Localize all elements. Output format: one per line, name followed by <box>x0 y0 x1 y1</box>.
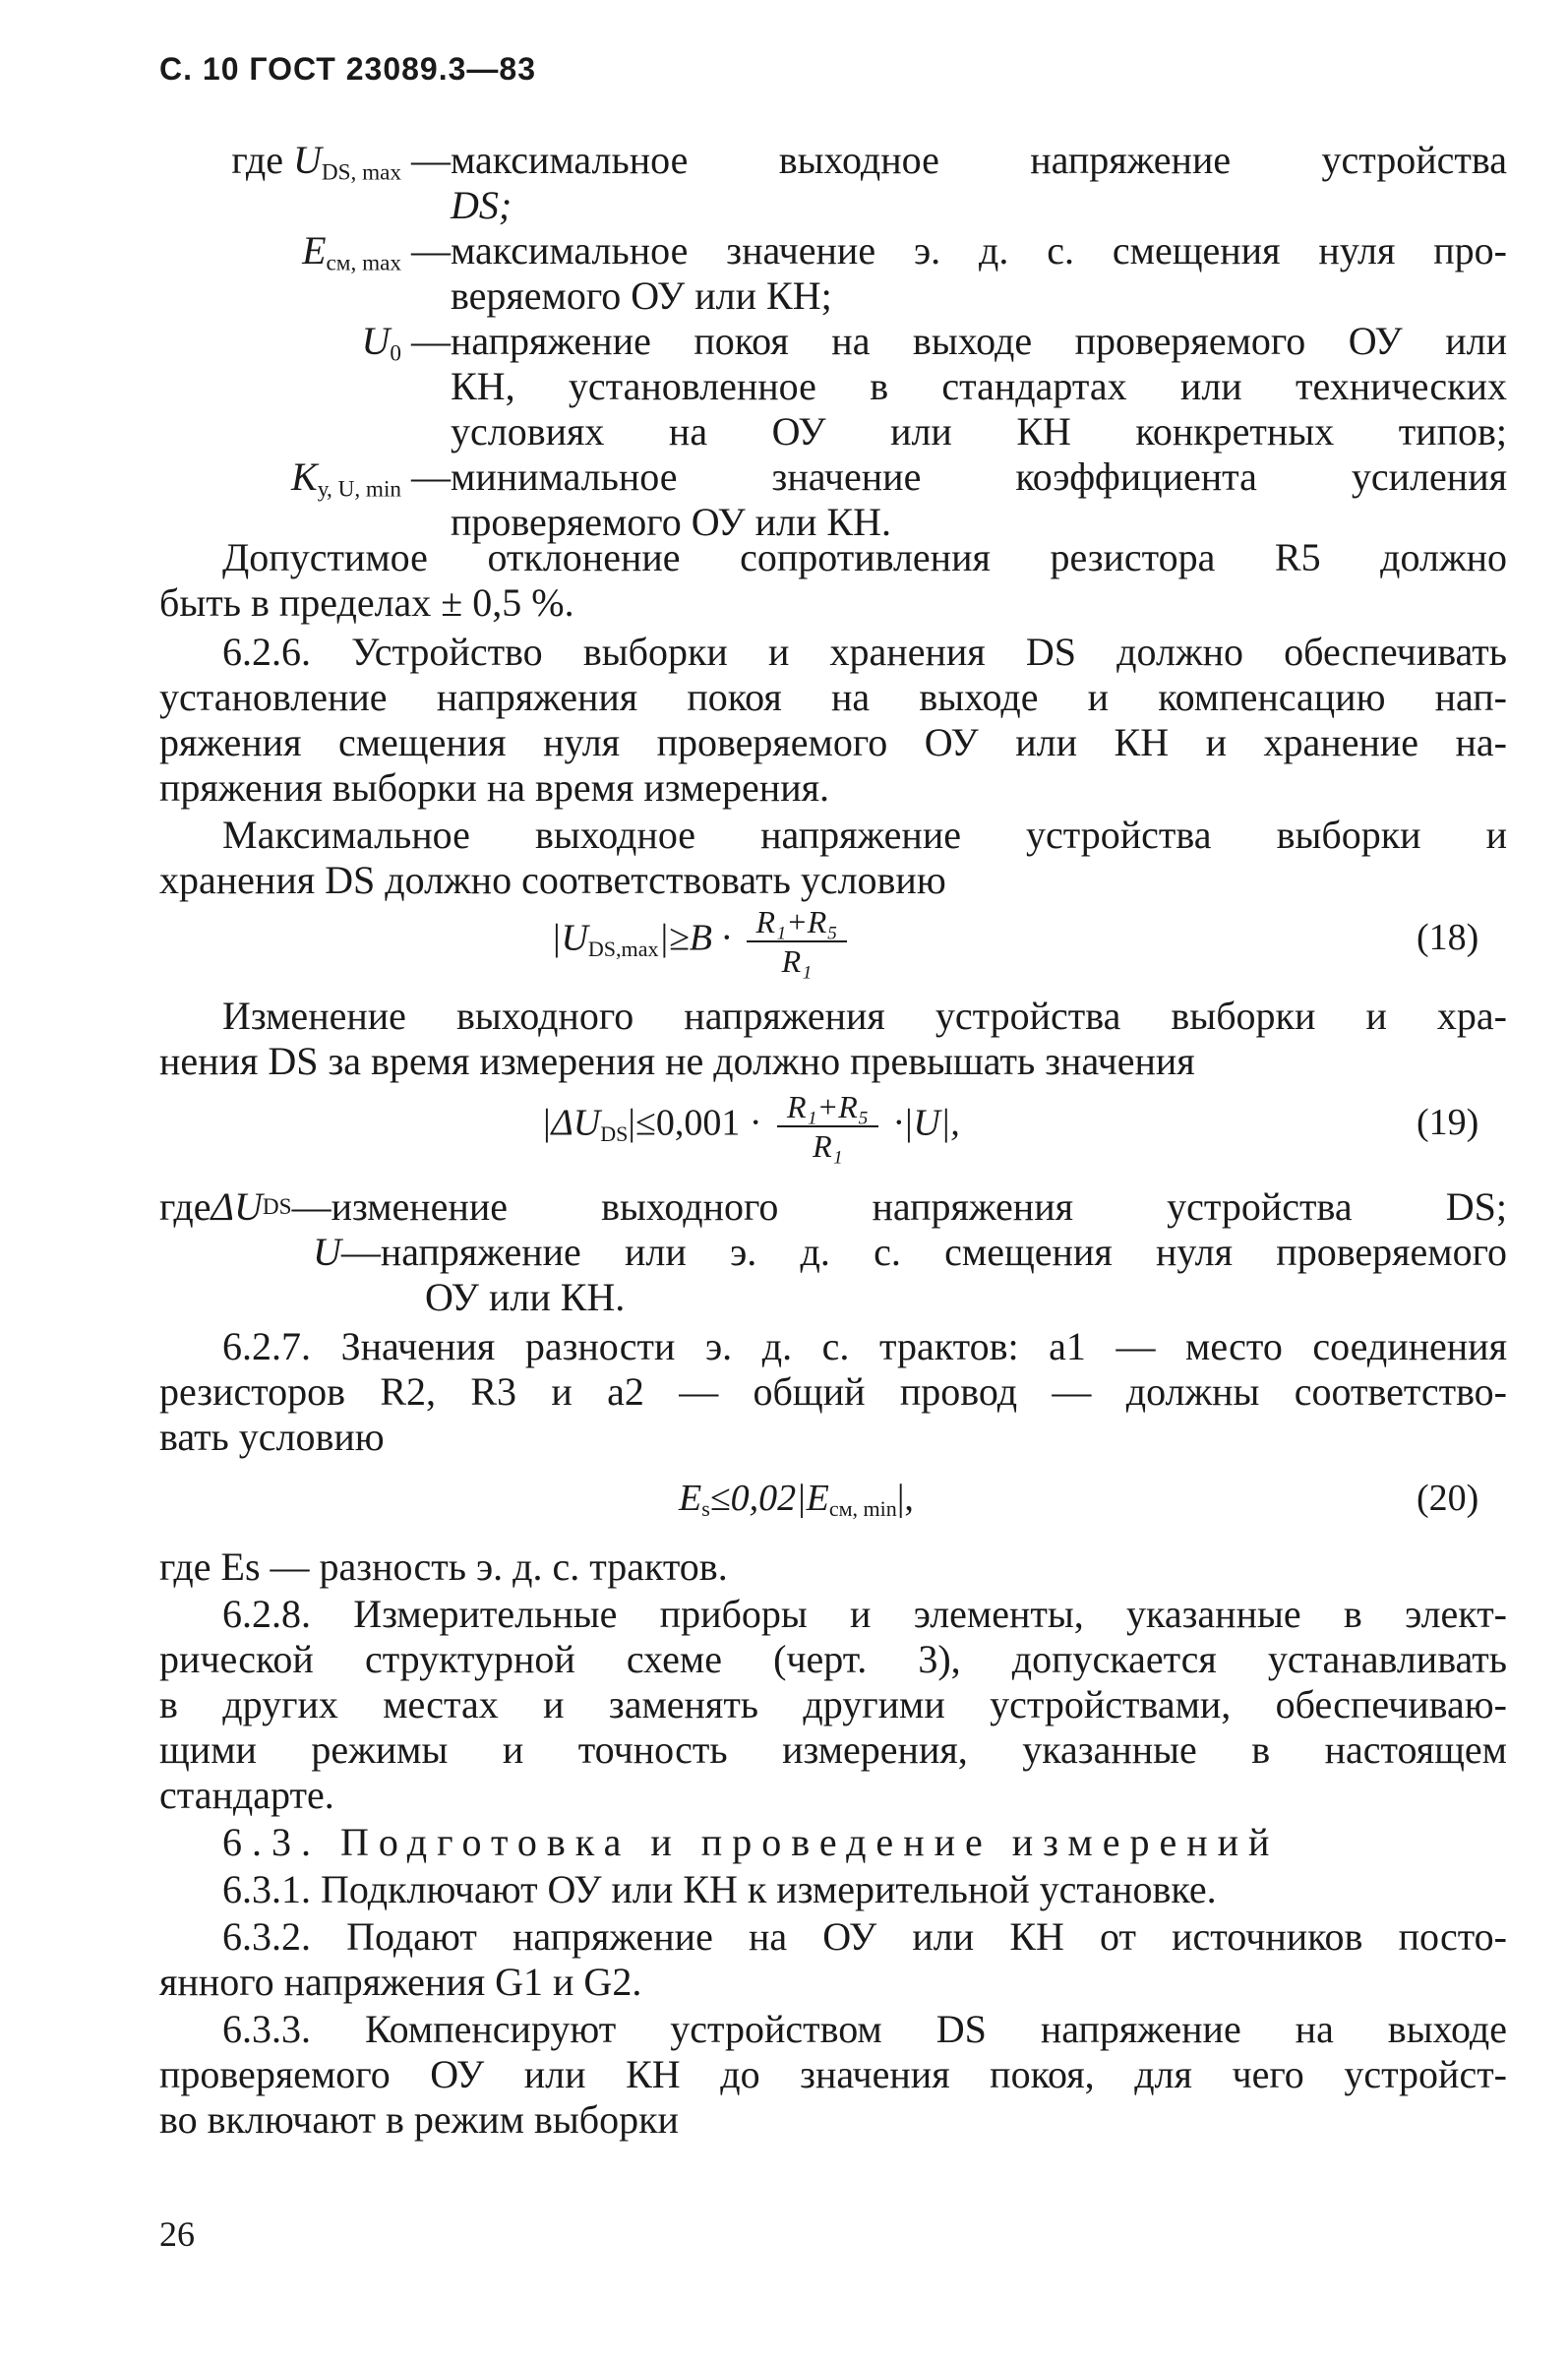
para-626-line4: пряжения выборки на время измерения. <box>159 765 830 810</box>
definition-u: U — напряжение или э. д. с. смещения нуля проверяемого <box>313 1230 1507 1274</box>
para-627-line1: 6.2.7. Значения разности э. д. с. трактов: a1 — место соединения <box>222 1324 1507 1368</box>
para-626-line3: ряжения смещения нуля проверяемого ОУ или КН и хранение на- <box>159 720 1507 764</box>
page-number: 26 <box>159 2214 195 2254</box>
para-maxout-line2: хранения DS должно соответствовать условию <box>159 858 946 902</box>
section-63-heading: 6.3. Подготовка и проведение измерений <box>222 1820 1280 1864</box>
equation-19-number: (19) <box>1417 1102 1479 1143</box>
page-header: С. 10 ГОСТ 23089.3—83 <box>159 51 536 87</box>
para-626-line2: установление напряжения покоя на выходе и компенсацию нап- <box>159 675 1507 719</box>
equation-20-number: (20) <box>1417 1478 1479 1519</box>
para-change-line1: Изменение выходного напряжения устройства выборки и хра- <box>222 994 1507 1038</box>
para-633-line2: проверяемого ОУ или КН до значения покоя, для чего устройст- <box>159 2052 1507 2096</box>
definitions-list-1 <box>159 138 1507 545</box>
definition-kumin: $K_{у, U, min}$ — минимальное значение коэффициента усиления проверяемого ОУ или КН. <box>291 454 1507 544</box>
para-628-line3: в других местах и заменять другими устройствами, обеспечиваю- <box>159 1682 1507 1726</box>
definition-esmmax: $E_{см, max}$ — максимальное значение э. д. с. смещения нуля про- веряемого ОУ или КН; <box>302 228 1507 318</box>
equation-19: $|\Delta U_{DS}|\le 0,001$ · $\frac{\text{R₁+R₅}}{\text{R₁}}$ ·|U|, <box>541 1089 960 1164</box>
para-tolerance-line2: быть в пределах ± 0,5 %. <box>159 580 574 625</box>
para-633-line1: 6.3.3. Компенсируют устройством DS напряжение на выходе <box>222 2007 1507 2051</box>
para-628-line1: 6.2.8. Измерительные приборы и элементы, указанные в элект- <box>222 1592 1507 1636</box>
equation-20: $E_s\le 0,02|E_{см, min}|$, <box>679 1478 914 1522</box>
para-628-line2: рической структурной схеме (черт. 3), допускается устанавливать <box>159 1637 1507 1681</box>
para-631: 6.3.1. Подключают ОУ или КН к измерительной установке. <box>222 1867 1217 1911</box>
fraction-18: $\frac{\text{R₁+R₅}}{\text{R₁}}$ <box>747 905 848 978</box>
para-626-line1: 6.2.6. Устройство выборки и хранения DS должно обеспечивать <box>222 630 1507 674</box>
definition-udsmax: где $U_{DS, max}$ — максимальное выходное напряжение устройства DS; <box>231 138 1507 227</box>
definition-delta-uds: где ΔU DS — изменение выходного напряжения устройства DS; <box>159 1184 1507 1229</box>
para-maxout-line1: Максимальное выходное напряжение устройства выборки и <box>222 813 1507 857</box>
para-633-line3: во включают в режим выборки <box>159 2097 679 2142</box>
para-tolerance-line1: Допустимое отклонение сопротивления резистора R5 должно <box>222 535 1507 579</box>
equation-18-number: (18) <box>1417 917 1479 958</box>
definition-u-line2: ОУ или КН. <box>425 1275 626 1319</box>
equation-18: $|U_{DS,max}|\ge B$ · $\frac{\text{R₁+R₅}}{\text{R₁}}$ <box>551 905 853 978</box>
para-627-line2: резисторов R2, R3 и a2 — общий провод — должны соответство- <box>159 1369 1507 1414</box>
definition-u0: $U_0$ — напряжение покоя на выходе проверяемого ОУ или КН, установленное в стандартах или технических условиях на ОУ или КН конкретных типов; <box>361 319 1507 454</box>
para-632-line1: 6.3.2. Подают напряжение на ОУ или КН от источников посто- <box>222 1914 1507 1959</box>
para-628-line4: щими режимы и точность измерения, указанные в настоящем <box>159 1727 1507 1772</box>
para-632-line2: янного напряжения G1 и G2. <box>159 1960 642 2004</box>
para-627-line3: вать условию <box>159 1415 385 1459</box>
para-es-def: где Es — разность э. д. с. трактов. <box>159 1544 728 1589</box>
para-628-line5: стандарте. <box>159 1773 334 1817</box>
para-change-line2: нения DS за время измерения не должно превышать значения <box>159 1039 1195 1083</box>
fraction-19: $\frac{\text{R₁+R₅}}{\text{R₁}}$ <box>777 1090 878 1163</box>
